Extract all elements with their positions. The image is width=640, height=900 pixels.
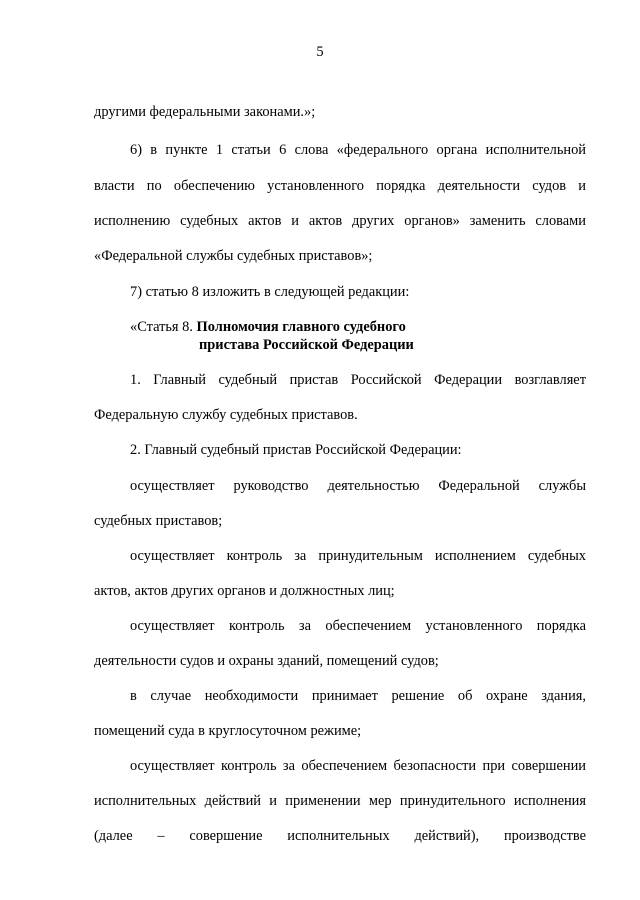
text-line: 1. Главный судебный пристав Российской Федерации возглавляет xyxy=(130,372,586,388)
text-line: осуществляет контроль за обеспечением установленного порядка xyxy=(130,618,586,634)
text-line: осуществляет контроль за принудительным исполнением судебных xyxy=(130,548,586,564)
text-line: 7) статью 8 изложить в следующей редакции: xyxy=(130,284,410,300)
text-line: деятельности судов и охраны зданий, помещений судов; xyxy=(94,653,439,669)
text-line: в случае необходимости принимает решение об охране здания, xyxy=(130,688,586,704)
article-heading-title-cont: пристава Российской Федерации xyxy=(199,337,414,353)
text-line: (далее – совершение исполнительных действий), производстве xyxy=(94,828,586,844)
article-heading-title: Полномочия главного судебного xyxy=(196,319,406,335)
text-line: осуществляет руководство деятельностью Федеральной службы xyxy=(130,478,586,494)
text-line: исполнительных действий и применении мер принудительного исполнения xyxy=(94,793,586,809)
text-line: осуществляет контроль за обеспечением безопасности при совершении xyxy=(130,758,586,774)
text-line: Федеральную службу судебных приставов. xyxy=(94,407,358,423)
text-line: власти по обеспечению установленного порядка деятельности судов и xyxy=(94,178,586,194)
article-heading-prefix: «Статья 8. xyxy=(130,319,197,335)
text-line: «Федеральной службы судебных приставов»; xyxy=(94,248,373,264)
text-line: 6) в пункте 1 статьи 6 слова «федерального органа исполнительной xyxy=(130,142,586,158)
text-line: судебных приставов; xyxy=(94,513,223,529)
article-heading xyxy=(130,318,406,336)
text-line: помещений суда в круглосуточном режиме; xyxy=(94,723,362,739)
text-line: актов, актов других органов и должностных лиц; xyxy=(94,583,395,599)
text-line: исполнению судебных актов и актов других органов» заменить словами xyxy=(94,213,586,229)
page-number: 5 xyxy=(316,44,324,60)
text-line: другими федеральными законами.»; xyxy=(94,104,316,120)
text-line: 2. Главный судебный пристав Российской Федерации: xyxy=(130,442,462,458)
